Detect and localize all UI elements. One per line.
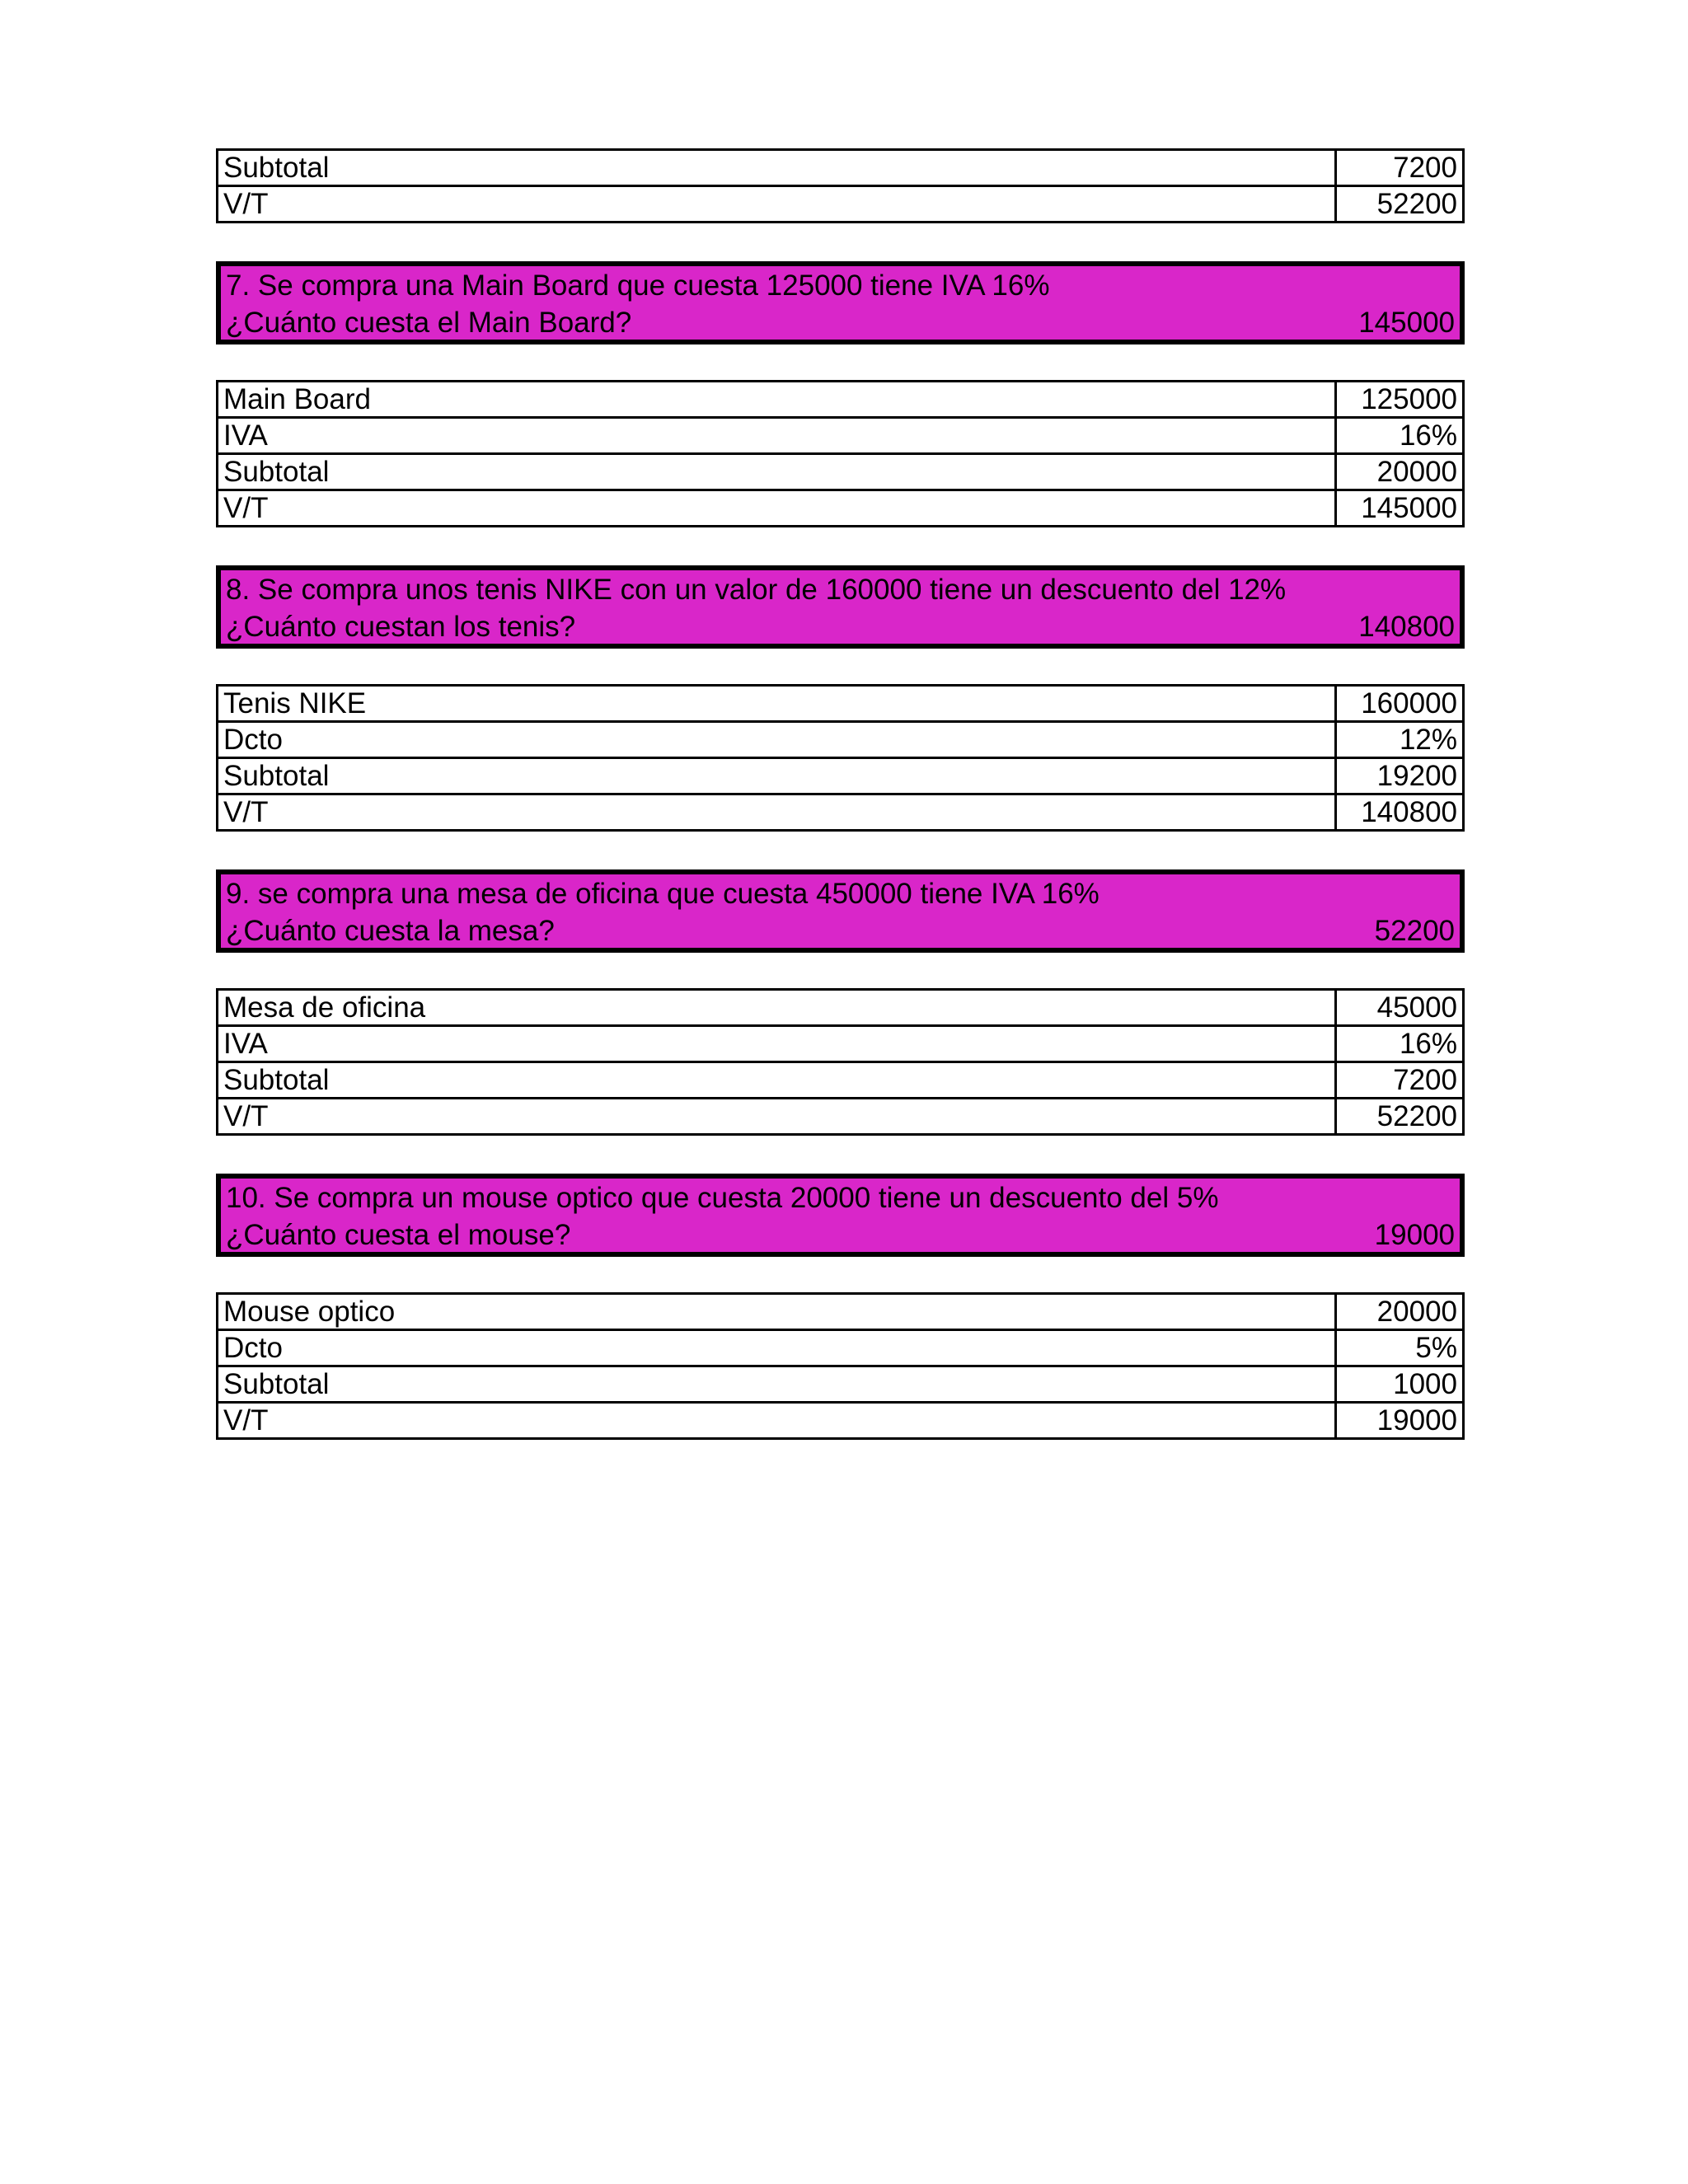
table-row [218,686,1464,722]
table-row [218,1366,1464,1403]
row-value[interactable]: 5% [1336,1330,1464,1366]
table-row [218,1026,1464,1062]
row-label[interactable]: Dcto [218,1330,1336,1366]
table-row [218,1062,1464,1099]
row-label[interactable]: Main Board [218,382,1336,418]
row-value[interactable]: 125000 [1336,382,1464,418]
row-value[interactable]: 20000 [1336,454,1464,490]
row-value[interactable]: 19000 [1336,1403,1464,1439]
row-label[interactable]: Subtotal [218,758,1336,794]
row-value[interactable]: 19200 [1336,758,1464,794]
table-row [218,758,1464,794]
row-label[interactable]: Subtotal [218,454,1336,490]
row-label[interactable]: Subtotal [218,150,1336,186]
question-text: 9. se compra una mesa de oficina que cuesta 450000 tiene IVA 16% [226,878,1100,910]
problem-8-table [216,684,1465,832]
row-value[interactable]: 140800 [1336,794,1464,831]
table-row [218,186,1464,223]
row-label[interactable]: Subtotal [218,1366,1336,1403]
table-row [218,722,1464,758]
row-value[interactable]: 7200 [1336,1062,1464,1099]
row-value[interactable]: 16% [1336,1026,1464,1062]
row-value[interactable]: 1000 [1336,1366,1464,1403]
question-text: 8. Se compra unos tenis NIKE con un valor de 160000 tiene un descuento del 12% [226,574,1287,606]
spreadsheet-page [216,148,1465,1440]
row-label[interactable]: V/T [218,186,1336,223]
problem-10-question[interactable] [216,1174,1465,1257]
row-label[interactable]: V/T [218,1403,1336,1439]
question-prompt: ¿Cuánto cuesta el Main Board? [226,307,632,339]
table-row [218,990,1464,1026]
top-table [216,148,1465,223]
row-label[interactable]: Subtotal [218,1062,1336,1099]
question-prompt: ¿Cuánto cuestan los tenis? [226,611,576,643]
problem-8-question[interactable] [216,565,1465,649]
question-text: 10. Se compra un mouse optico que cuesta 20000 tiene un descuento del 5% [226,1182,1219,1214]
row-label[interactable]: Mesa de oficina [218,990,1336,1026]
table-row [218,150,1464,186]
table-row [218,382,1464,418]
table-row [218,1294,1464,1330]
table-row [218,794,1464,831]
question-prompt: ¿Cuánto cuesta la mesa? [226,915,555,947]
row-value[interactable]: 45000 [1336,990,1464,1026]
row-value[interactable]: 12% [1336,722,1464,758]
table-row [218,1403,1464,1439]
row-label[interactable]: Mouse optico [218,1294,1336,1330]
table-row [218,490,1464,527]
question-answer: 19000 [1374,1219,1455,1251]
row-label[interactable]: V/T [218,490,1336,527]
row-label[interactable]: Tenis NIKE [218,686,1336,722]
question-answer: 52200 [1374,915,1455,947]
problem-7-question[interactable] [216,261,1465,344]
problem-9-table [216,988,1465,1136]
table-row [218,454,1464,490]
question-prompt: ¿Cuánto cuesta el mouse? [226,1219,571,1251]
table-row [218,1330,1464,1366]
row-label[interactable]: Dcto [218,722,1336,758]
row-value[interactable]: 52200 [1336,1099,1464,1135]
question-answer: 145000 [1358,307,1455,339]
row-value[interactable]: 145000 [1336,490,1464,527]
row-label[interactable]: V/T [218,1099,1336,1135]
question-answer: 140800 [1358,611,1455,643]
row-label[interactable]: V/T [218,794,1336,831]
row-value[interactable]: 52200 [1336,186,1464,223]
row-label[interactable]: IVA [218,418,1336,454]
row-value[interactable]: 160000 [1336,686,1464,722]
question-text: 7. Se compra una Main Board que cuesta 125000 tiene IVA 16% [226,269,1050,302]
row-value[interactable]: 7200 [1336,150,1464,186]
row-value[interactable]: 16% [1336,418,1464,454]
table-row [218,418,1464,454]
table-row [218,1099,1464,1135]
problem-9-question[interactable] [216,869,1465,953]
row-label[interactable]: IVA [218,1026,1336,1062]
row-value[interactable]: 20000 [1336,1294,1464,1330]
problem-7-table [216,380,1465,527]
problem-10-table [216,1292,1465,1440]
